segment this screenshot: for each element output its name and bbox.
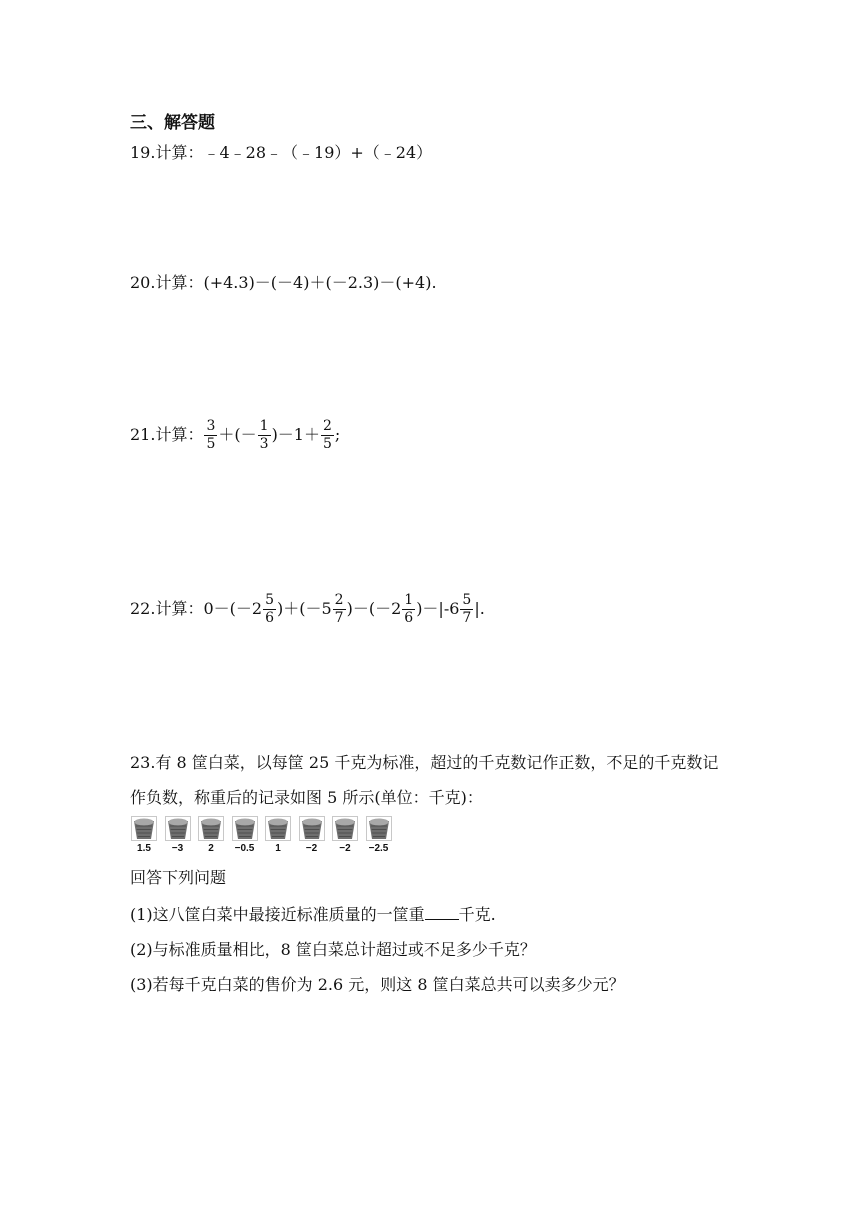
expression-part: )－(－2 (346, 599, 402, 618)
expression-part: )＋(－5 (277, 599, 332, 618)
question-21 (130, 418, 340, 453)
basket (363, 816, 395, 856)
fraction-denominator: 7 (462, 610, 472, 626)
fraction-denominator: 6 (265, 610, 274, 626)
answer-blank[interactable] (425, 903, 459, 920)
question-number: 21. (130, 425, 156, 444)
operator: )－1＋ (271, 425, 320, 444)
fraction-denominator: 5 (323, 436, 332, 452)
question-number: 22. (130, 599, 156, 618)
fraction (402, 592, 415, 627)
operator: ＋(－ (218, 425, 257, 444)
sub-question-1-unit: 千克. (458, 905, 496, 924)
fraction-numerator: 3 (206, 418, 216, 434)
question-prefix: 计算： (155, 425, 204, 444)
basket-icon (198, 816, 224, 841)
basket-icon (265, 816, 291, 841)
question-number: 19. (130, 143, 156, 162)
question-expression: ﹣4﹣28﹣（﹣19）+（﹣24） (203, 143, 433, 162)
punctuation: |. (474, 599, 485, 618)
fraction-numerator: 5 (462, 592, 472, 608)
punctuation: ; (334, 425, 341, 444)
cabbage-basket-figure (128, 816, 398, 856)
basket-weight-label: −3 (171, 843, 184, 854)
basket (195, 816, 227, 856)
basket (128, 816, 160, 856)
fraction-denominator: 7 (334, 610, 344, 626)
expression-part: )－|-6 (416, 599, 460, 618)
fraction-numerator: 1 (404, 592, 414, 608)
basket-icon (366, 816, 392, 841)
sub-question-1-text: (1)这八筐白菜中最接近标准质量的一筐重 (130, 905, 425, 924)
fraction-denominator: 3 (259, 436, 269, 452)
fraction-denominator: 6 (404, 610, 414, 626)
fraction (460, 592, 473, 627)
fraction (258, 418, 271, 453)
sub-question-3: (3)若每千克白菜的售价为 2.6 元，则这 8 筐白菜总共可以卖多少元？ (130, 975, 625, 994)
basket-weight-label: 1 (275, 843, 281, 854)
basket-weight-label: 2 (208, 843, 214, 854)
fraction (204, 418, 217, 453)
basket (329, 816, 361, 856)
section-title: 三、解答题 (130, 113, 215, 133)
basket-icon (299, 816, 325, 841)
basket-weight-label: −2 (305, 843, 318, 854)
fraction-numerator: 2 (323, 418, 332, 434)
basket (296, 816, 328, 856)
basket-weight-label: −2 (339, 843, 351, 854)
question-19 (130, 142, 432, 164)
question-prefix: 计算： (155, 273, 204, 292)
question-23-line-2: 作负数，称重后的记录如图 5 所示(单位：千克)： (130, 788, 483, 807)
fraction (321, 418, 334, 453)
basket (162, 816, 194, 856)
fraction (263, 592, 276, 627)
fraction-numerator: 5 (265, 592, 274, 608)
question-23-line-1: 23.有 8 筐白菜，以每筐 25 千克为标准，超过的千克数记作正数，不足的千克数记 (130, 753, 719, 772)
basket-icon (131, 816, 157, 841)
basket-weight-label: −2.5 (368, 843, 389, 854)
question-22 (130, 592, 485, 627)
question-prefix: 计算： (155, 599, 204, 618)
fraction (333, 592, 346, 627)
basket-weight-label: −0.5 (234, 843, 255, 854)
question-number: 20. (130, 273, 156, 292)
basket-icon (165, 816, 191, 841)
basket-weight-label: 1.5 (137, 843, 151, 854)
fraction-numerator: 2 (334, 592, 344, 608)
answer-intro: 回答下列问题 (130, 868, 227, 887)
sub-question-1 (130, 902, 496, 925)
basket-icon (332, 816, 358, 841)
basket (262, 816, 294, 856)
basket (229, 816, 261, 856)
question-prefix: 计算： (155, 143, 204, 162)
basket-icon (232, 816, 258, 841)
sub-question-2: (2)与标准质量相比，8 筐白菜总计超过或不足多少千克？ (130, 940, 536, 959)
fraction-denominator: 5 (206, 436, 216, 452)
question-20 (130, 272, 437, 294)
fraction-numerator: 1 (259, 418, 269, 434)
question-expression: (+4.3)－(－4)＋(－2.3)－(+4). (203, 273, 437, 292)
expression-part: 0－(－2 (203, 599, 263, 618)
